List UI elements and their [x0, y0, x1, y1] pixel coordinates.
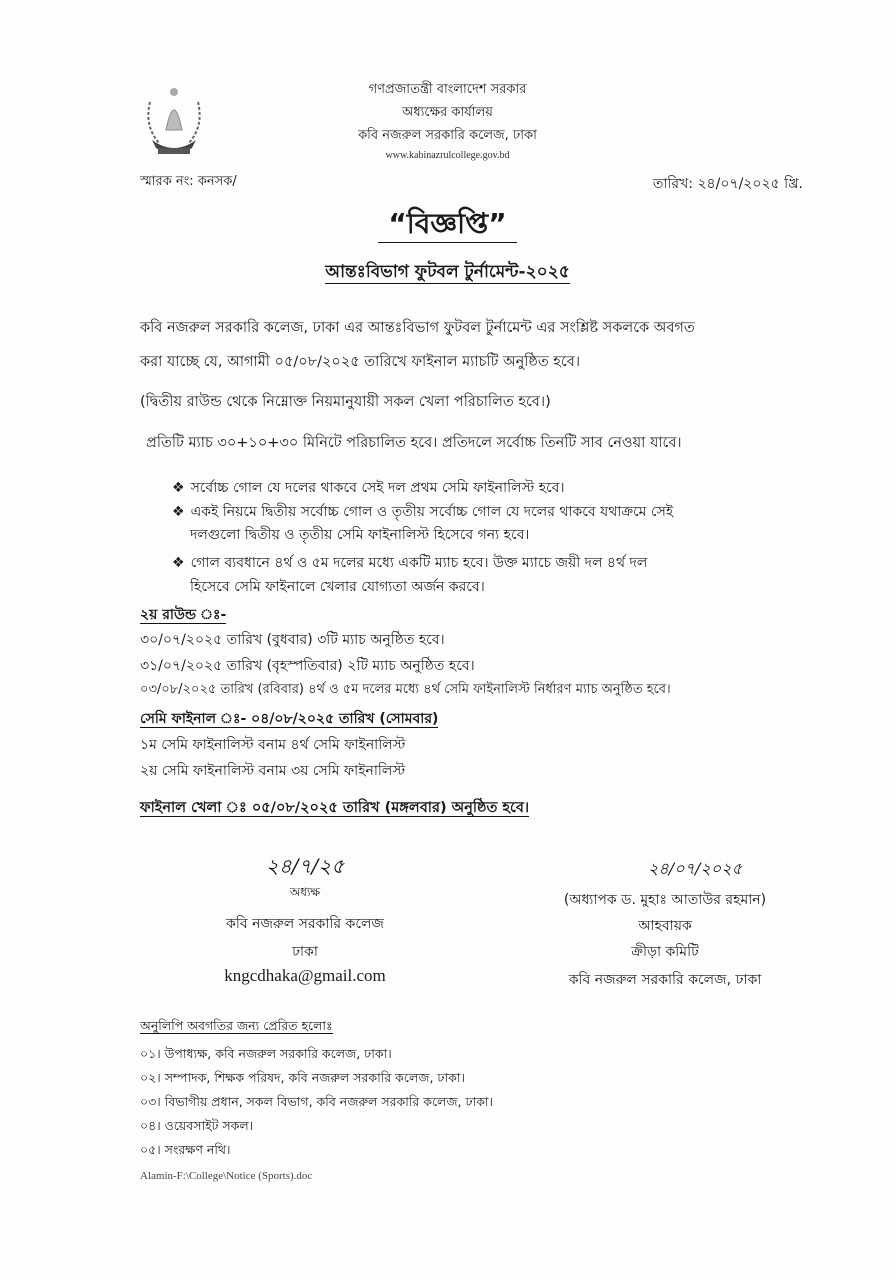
final-match-text: ফাইনাল খেলা ঃ ০৫/০৮/২০২৫ তারিখ (মঙ্গলবার) অনুষ্ঠিত হবে। [140, 800, 530, 816]
rule-bullet-3-cont: হিসেবে সেমি ফাইনালে খেলার যোগ্যতা অর্জন করবে। [190, 579, 485, 595]
copy-recipient: ০৫। সংরক্ষণ নথি। [140, 1142, 231, 1157]
convener-title: আহবায়ক [638, 918, 692, 934]
sports-committee: ক্রীড়া কমিটি [631, 944, 699, 960]
match-duration-rule: প্রতিটি ম্যাচ ৩০+১০+৩০ মিনিটে পরিচালিত হবে। প্রতিদলে সর্বোচ্চ তিনটি সাব নেওয়া যাবে। [146, 435, 682, 451]
principal-org: কবি নজরুল সরকারি কলেজ [226, 916, 384, 932]
contact-email[interactable]: kngcdhaka@gmail.com [224, 966, 386, 985]
rule-text: একই নিয়মে দ্বিতীয় সর্বোচ্চ গোল ও তৃতীয় সর্বোচ্চ গোল যে দলের থাকবে যথাক্রমে সেই [190, 504, 674, 520]
memo-reference: স্মারক নং: কনসক/ [140, 174, 237, 189]
convener-org: কবি নজরুল সরকারি কলেজ, ঢাকা [568, 972, 762, 988]
copy-recipient: ০২। সম্পাদক, শিক্ষক পরিষদ, কবি নজরুল সরকারি কলেজ, ঢাকা। [140, 1070, 465, 1085]
copies-heading-text: অনুলিপি অবগতির জন্য প্রেরিত হলোঃ [140, 1018, 333, 1033]
website-link[interactable]: www.kabinazrulcollege.gov.bd [385, 150, 510, 161]
file-path: Alamin-F:\College\Notice (Sports).doc [140, 1170, 313, 1182]
semifinal-item: ২য় সেমি ফাইনালিস্ট বনাম ৩য় সেমি ফাইনালিস্ট [140, 763, 406, 779]
notice-subject-text: আন্তঃবিভাগ ফুটবল টুর্নামেন্ট-২০২৫ [325, 262, 570, 282]
convener-signature: ২৪/০৭/২০২৫ [648, 859, 742, 878]
rule-text: সর্বোচ্চ গোল যে দলের থাকবে সেই দল প্রথম সেমি ফাইনালিস্ট হবে। [190, 480, 565, 496]
round2-heading-text: ২য় রাউন্ড ঃ- [140, 607, 227, 623]
rule-bullet-1 [172, 476, 564, 500]
semifinal-item: ১ম সেমি ফাইনালিস্ট বনাম ৪র্থ সেমি ফাইনালিস্ট [140, 737, 406, 753]
notice-subject [0, 259, 895, 287]
rule-bullet-2 [172, 500, 673, 524]
final-match [140, 797, 529, 821]
issue-date: তারিখ: ২৪/০৭/২০২৫ খ্রি. [652, 176, 803, 192]
rules-intro: (দ্বিতীয় রাউন্ড থেকে নিম্নোক্ত নিয়মানুযায়ী সকল খেলা পরিচালিত হবে।) [140, 394, 551, 410]
bullet-star-icon: ❖ [172, 555, 185, 571]
office-header: অধ্যক্ষের কার্যালয় [402, 105, 493, 120]
principal-signature: ২৪/৭/২৫ [265, 854, 345, 878]
round2-heading [140, 603, 226, 627]
rule-bullet-3 [172, 551, 647, 575]
intro-paragraph-line-1: কবি নজরুল সরকারি কলেজ, ঢাকা এর আন্তঃবিভাগ ফুটবল টুর্নামেন্ট এর সংশ্লিষ্ট সকলকে অবগত [140, 320, 695, 336]
semifinal-heading [140, 707, 438, 731]
copy-recipient: ০১। উপাধ্যক্ষ, কবি নজরুল সরকারি কলেজ, ঢাকা। [140, 1046, 392, 1061]
copy-recipient: ০৪। ওয়েবসাইট সকল। [140, 1118, 254, 1133]
convener-name: (অধ্যাপক ড. মুহাঃ আতাউর রহমান) [563, 892, 767, 908]
rule-text: গোল ব্যবধানে ৪র্থ ও ৫ম দলের মধ্যে একটি ম্যাচ হবে। উক্ত ম্যাচে জয়ী দল ৪র্থ দল [190, 555, 648, 571]
principal-city: ঢাকা [292, 944, 318, 960]
bullet-star-icon: ❖ [172, 504, 185, 520]
intro-paragraph-line-2: করা যাচ্ছে যে, আগামী ০৫/০৮/২০২৫ তারিখে ফাইনাল ম্যাচটি অনুষ্ঠিত হবে। [140, 354, 581, 370]
rule-bullet-2-cont: দলগুলো দ্বিতীয় ও তৃতীয় সেমি ফাইনালিস্ট হিসেবে গন্য হবে। [190, 527, 530, 543]
principal-title: অধ্যক্ষ [289, 885, 321, 899]
govt-header: গণপ্রজাতন্ত্রী বাংলাদেশ সরকার [368, 82, 527, 97]
round2-item: ০৩/০৮/২০২৫ তারিখ (রবিবার) ৪র্থ ও ৫ম দলের মধ্যে ৪র্থ সেমি ফাইনালিস্ট নির্ধারণ ম্যাচ অনুষ্ঠিত হবে। [140, 682, 671, 697]
round2-item: ৩১/০৭/২০২৫ তারিখ (বৃহস্পতিবার) ২টি ম্যাচ অনুষ্ঠিত হবে। [140, 658, 475, 674]
bullet-star-icon: ❖ [172, 480, 185, 496]
notice-title-text: “বিজ্ঞপ্তি” [378, 207, 516, 243]
notice-title [0, 202, 895, 249]
copies-heading [140, 1018, 333, 1038]
semifinal-heading-text: সেমি ফাইনাল ঃ- ০৪/০৮/২০২৫ তারিখ (সোমবার) [140, 711, 439, 727]
college-header: কবি নজরুল সরকারি কলেজ, ঢাকা [358, 128, 537, 143]
round2-item: ৩০/০৭/২০২৫ তারিখ (বুধবার) ৩টি ম্যাচ অনুষ্ঠিত হবে। [140, 632, 445, 648]
copy-recipient: ০৩। বিভাগীয় প্রধান, সকল বিভাগ, কবি নজরুল সরকারি কলেজ, ঢাকা। [140, 1094, 493, 1109]
